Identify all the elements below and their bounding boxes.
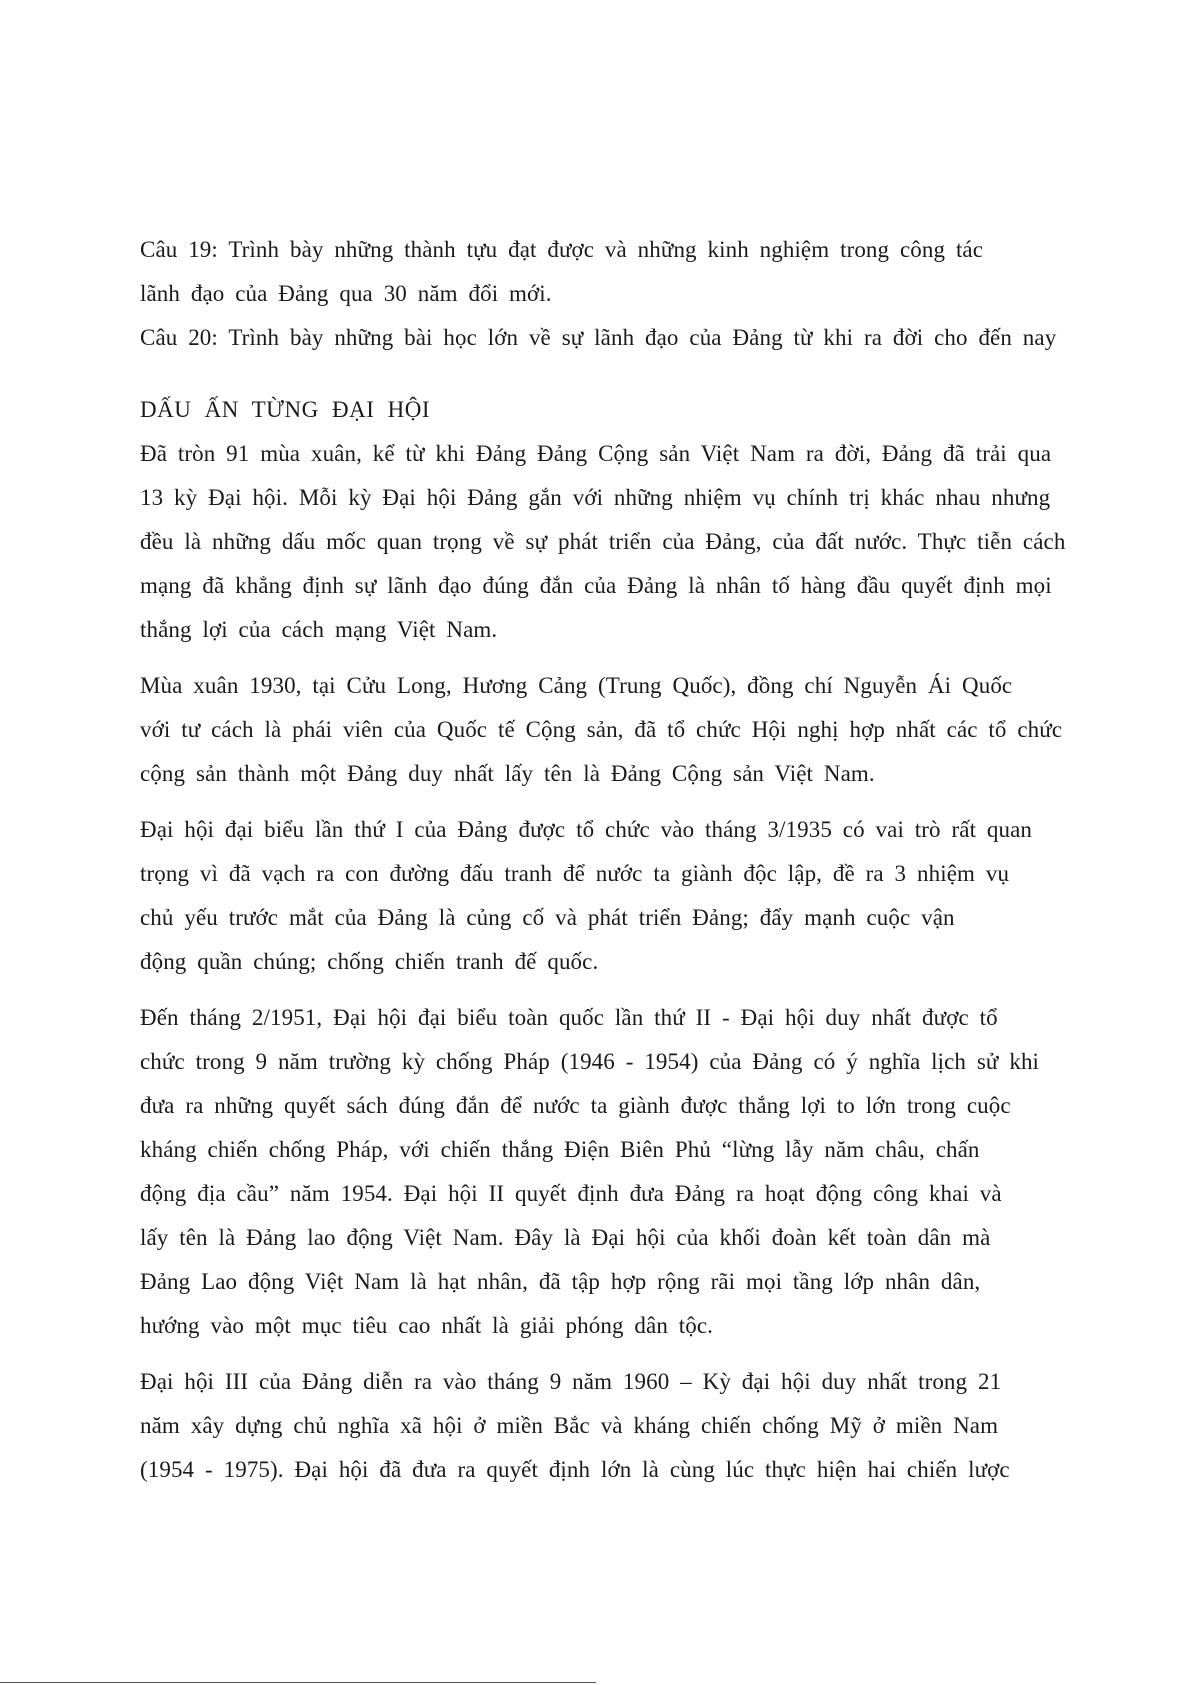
paragraph-line: Đại hội đại biểu lần thứ I của Đảng được tổ chức vào tháng 3/1935 có vai trò rất quan	[140, 817, 1033, 842]
paragraph-line: chức trong 9 năm trường kỳ chống Pháp (1946 - 1954) của Đảng có ý nghĩa lịch sử khi	[140, 1049, 1040, 1074]
paragraph-line: động quần chúng; chống chiến tranh đế quốc.	[140, 949, 599, 974]
paragraph-line: Đảng Lao động Việt Nam là hạt nhân, đã tập hợp rộng rãi mọi tầng lớp nhân dân,	[140, 1269, 981, 1294]
paragraph-congress-2	[140, 996, 1191, 1348]
question-19-line-1: Câu 19: Trình bày những thành tựu đạt được và những kinh nghiệm trong công tác	[140, 237, 984, 262]
paragraph-1930	[140, 664, 1191, 796]
paragraph-intro	[140, 432, 1191, 652]
footnote-divider	[0, 1682, 596, 1683]
paragraph-line: thắng lợi của cách mạng Việt Nam.	[140, 617, 498, 642]
paragraph-line: đưa ra những quyết sách đúng đắn để nước ta giành được thắng lợi to lớn trong cuộc	[140, 1093, 1011, 1118]
paragraph-line: Đại hội III của Đảng diễn ra vào tháng 9 năm 1960 – Kỳ đại hội duy nhất trong 21	[140, 1369, 1002, 1394]
paragraph-line: lấy tên là Đảng lao động Việt Nam. Đây là Đại hội của khối đoàn kết toàn dân mà	[140, 1225, 991, 1250]
paragraph-line: động địa cầu” năm 1954. Đại hội II quyết định đưa Đảng ra hoạt động công khai và	[140, 1181, 1002, 1206]
paragraph-line: chủ yếu trước mắt của Đảng là củng cố và phát triển Đảng; đẩy mạnh cuộc vận	[140, 905, 955, 930]
question-19-line-2: lãnh đạo của Đảng qua 30 năm đổi mới.	[140, 281, 552, 306]
paragraph-congress-3	[140, 1360, 1191, 1492]
paragraph-line: Mùa xuân 1930, tại Cửu Long, Hương Cảng (Trung Quốc), đồng chí Nguyễn Ái Quốc	[140, 673, 1013, 698]
paragraph-line: cộng sản thành một Đảng duy nhất lấy tên là Đảng Cộng sản Việt Nam.	[140, 761, 875, 786]
section-heading: DẤU ẤN TỪNG ĐẠI HỘI	[140, 397, 431, 422]
paragraph-line: trọng vì đã vạch ra con đường đấu tranh để nước ta giành độc lập, đề ra 3 nhiệm vụ	[140, 861, 1010, 886]
document-body	[140, 228, 1191, 1492]
paragraph-line: mạng đã khẳng định sự lãnh đạo đúng đắn của Đảng là nhân tố hàng đầu quyết định mọi	[140, 573, 1052, 598]
paragraph-line: kháng chiến chống Pháp, với chiến thắng Điện Biên Phủ “lừng lẫy năm châu, chấn	[140, 1137, 980, 1162]
paragraph-line: với tư cách là phái viên của Quốc tế Cộng sản, đã tổ chức Hội nghị hợp nhất các tổ chức	[140, 717, 1063, 742]
paragraph-line: hướng vào một mục tiêu cao nhất là giải phóng dân tộc.	[140, 1313, 714, 1338]
paragraph-line: Đến tháng 2/1951, Đại hội đại biểu toàn quốc lần thứ II - Đại hội duy nhất được tổ	[140, 1005, 998, 1030]
paragraph-line: năm xây dựng chủ nghĩa xã hội ở miền Bắc và kháng chiến chống Mỹ ở miền Nam	[140, 1413, 999, 1438]
paragraph-line: đều là những dấu mốc quan trọng về sự phát triển của Đảng, của đất nước. Thực tiễn cách	[140, 529, 1066, 554]
paragraph-line: Đã tròn 91 mùa xuân, kể từ khi Đảng Đảng Cộng sản Việt Nam ra đời, Đảng đã trải qua	[140, 441, 1052, 466]
paragraph-line: 13 kỳ Đại hội. Mỗi kỳ Đại hội Đảng gắn với những nhiệm vụ chính trị khác nhau nhưng	[140, 485, 1051, 510]
question-list	[140, 228, 1191, 360]
paragraph-line: (1954 - 1975). Đại hội đã đưa ra quyết định lớn là cùng lúc thực hiện hai chiến lược	[140, 1457, 1010, 1482]
question-20-line-1: Câu 20: Trình bày những bài học lớn về sự lãnh đạo của Đảng từ khi ra đời cho đến nay	[140, 325, 1057, 350]
paragraph-congress-1	[140, 808, 1191, 984]
